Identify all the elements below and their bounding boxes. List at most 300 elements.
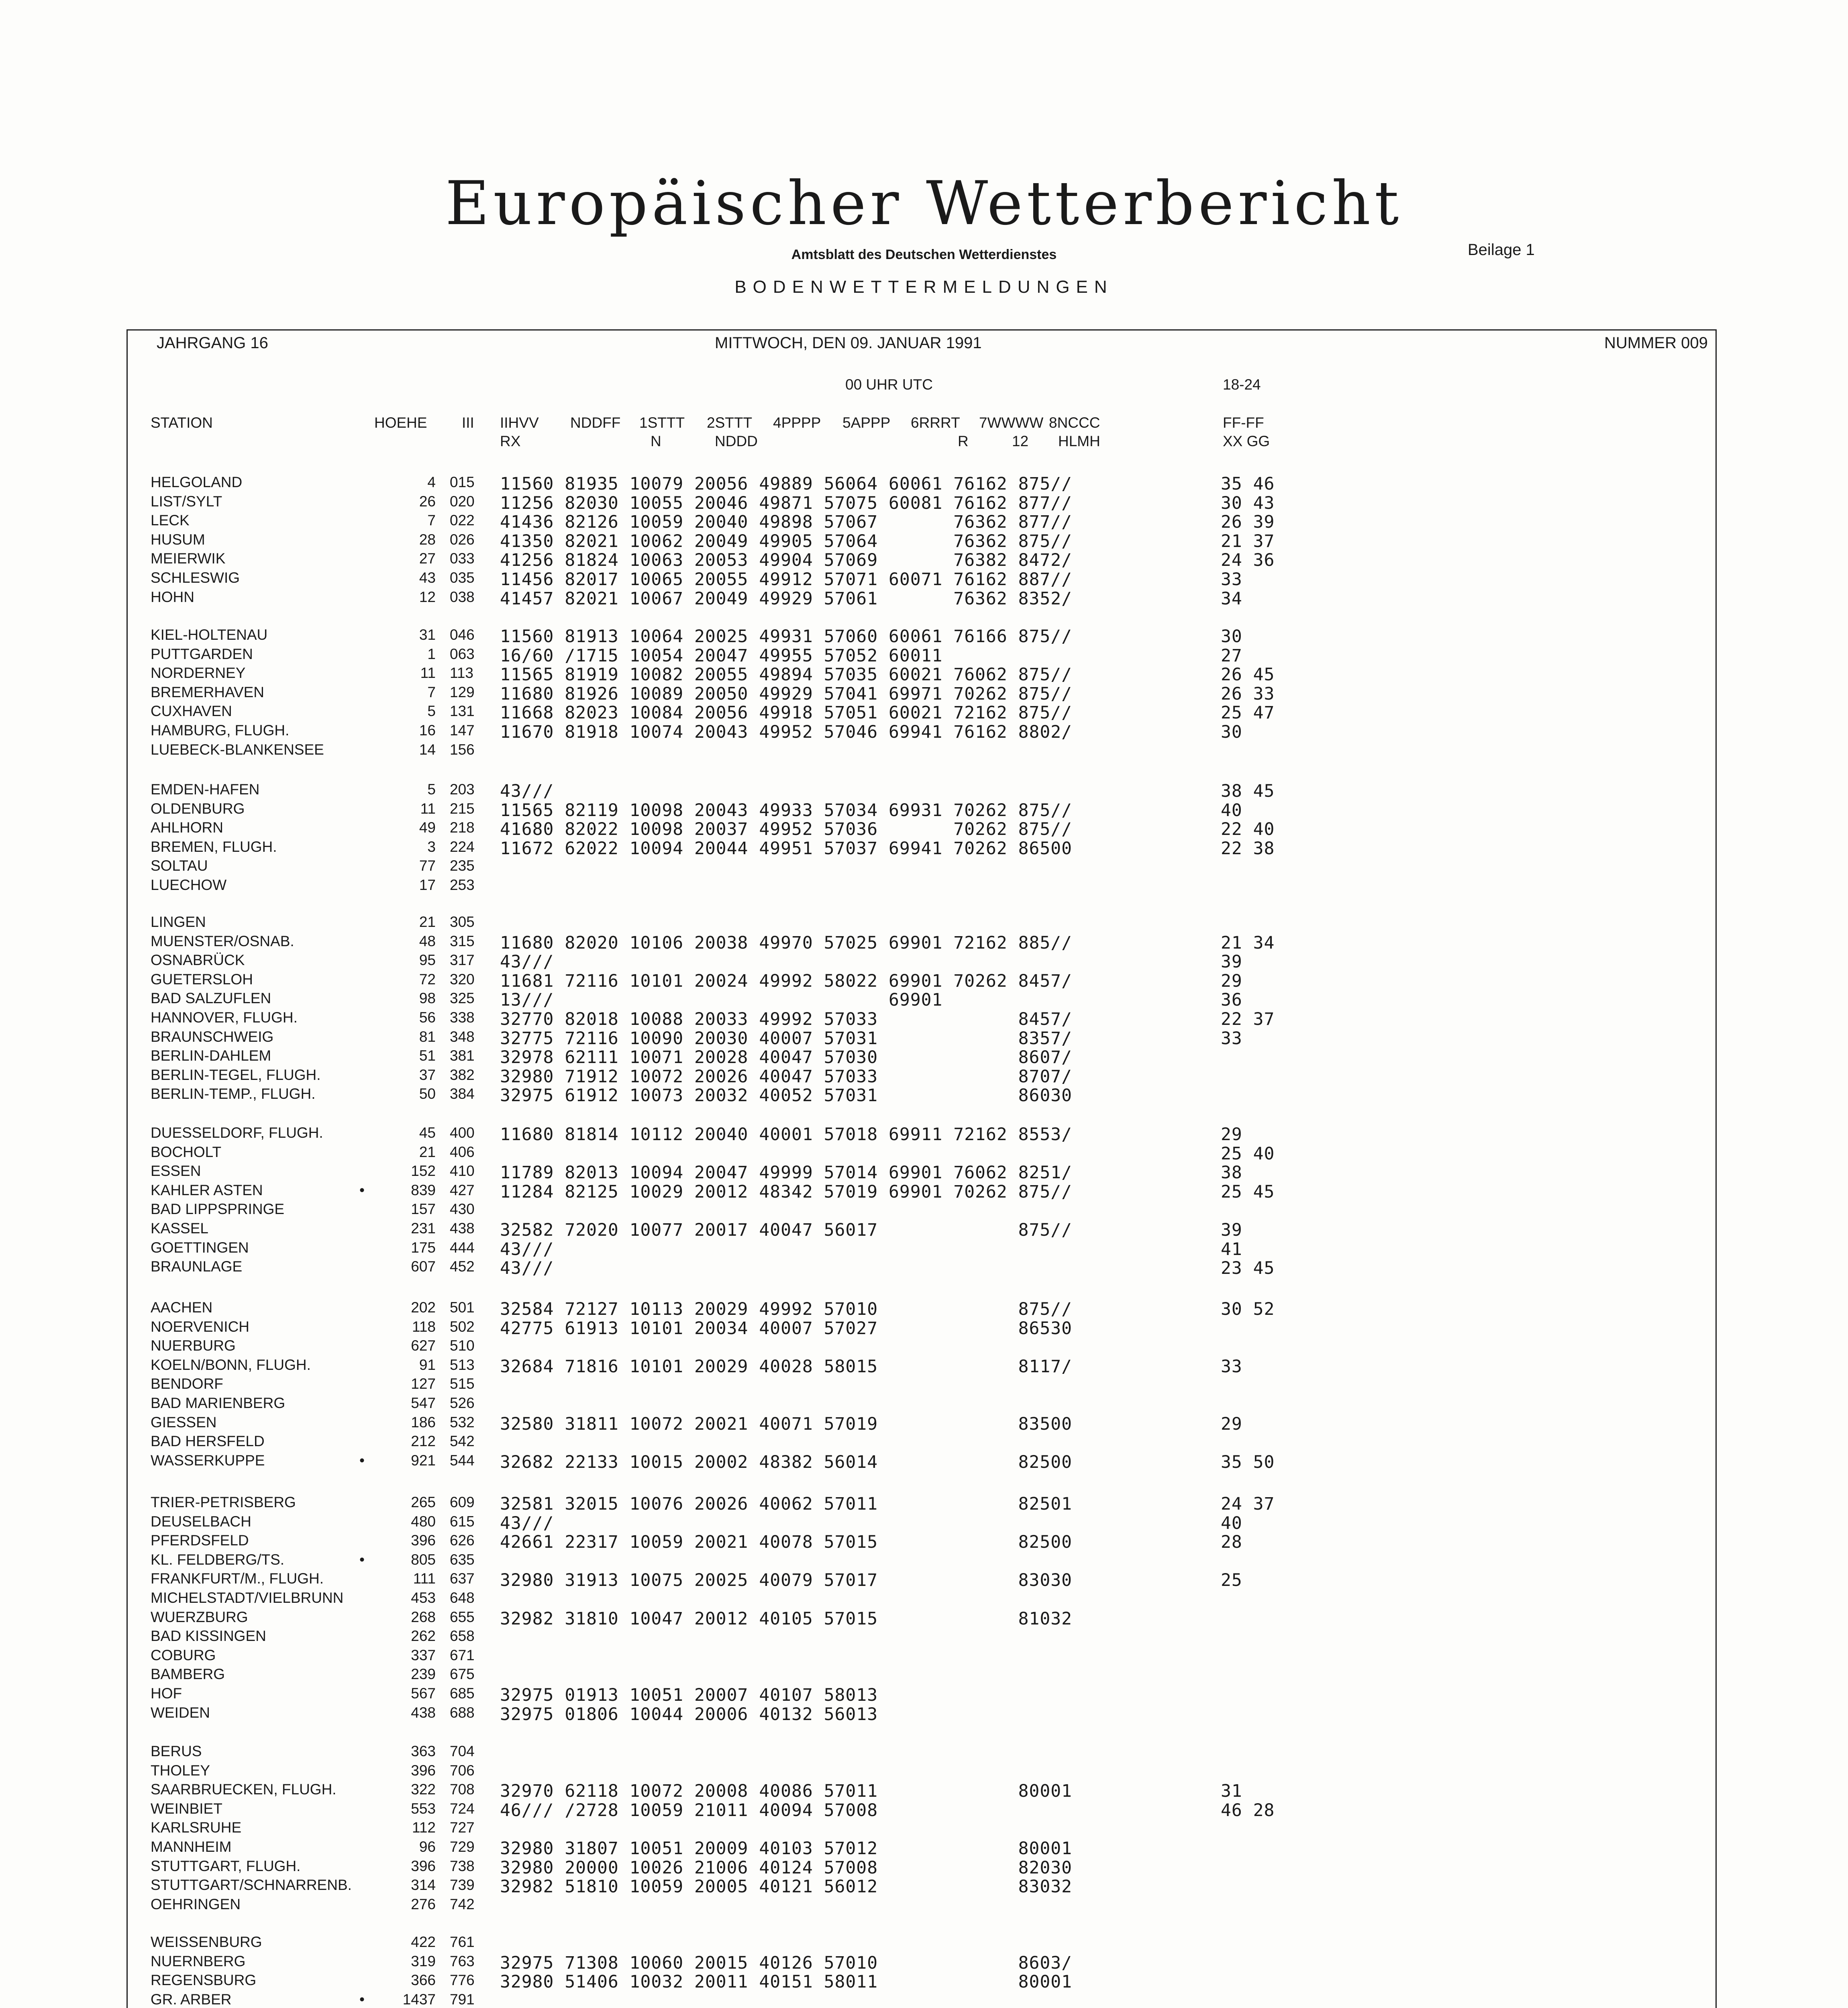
table-row	[0, 819, 1848, 839]
station-number: 502	[450, 1318, 475, 1335]
synop-code-groups: 32980 31807 10051 20009 40103 57012 80001	[500, 1839, 1073, 1859]
wind-gust-values: 22 40	[1221, 819, 1275, 840]
station-name: GUETERSLOH	[151, 971, 253, 988]
station-height: 186	[411, 1414, 436, 1430]
col-c7: 6RRRT	[911, 414, 960, 431]
mountain-station-marker: •	[359, 1551, 365, 1568]
station-height: 175	[411, 1239, 436, 1256]
table-row	[0, 1609, 1848, 1628]
station-height: 5	[427, 781, 436, 798]
col-c4b: NDDD	[715, 433, 758, 449]
wind-gust-values: 35 46	[1221, 474, 1275, 494]
station-number: 510	[450, 1337, 475, 1354]
synop-code-groups: 32975 71308 10060 20015 40126 57010 8603/	[500, 1953, 1073, 1973]
station-height: 17	[419, 877, 436, 893]
station-name: HELGOLAND	[151, 474, 243, 490]
table-row	[0, 1452, 1848, 1471]
table-row	[0, 626, 1848, 646]
station-name: BAD HERSFELD	[151, 1433, 265, 1450]
nummer-label: NUMMER 009	[1604, 334, 1708, 352]
wind-gust-values: 40	[1221, 800, 1242, 820]
station-number: 706	[450, 1762, 475, 1779]
station-height: 98	[419, 990, 436, 1007]
wind-gust-values: 24 36	[1221, 550, 1275, 571]
wind-gust-values: 30 52	[1221, 1299, 1275, 1319]
wind-gust-values: 33	[1221, 1028, 1242, 1049]
station-height: 7	[427, 512, 436, 529]
station-name: WEINBIET	[151, 1800, 222, 1817]
station-height: 231	[411, 1220, 436, 1237]
synop-code-groups: 32980 71912 10072 20026 40047 57033 8707/	[500, 1066, 1073, 1087]
synop-code-groups: 11560 81935 10079 20056 49889 56064 60061 76162 875//	[500, 474, 1073, 494]
station-height: 72	[419, 971, 436, 988]
synop-code-groups: 32775 72116 10090 20030 40007 57031 8357/	[500, 1028, 1073, 1049]
station-height: 422	[411, 1934, 436, 1950]
station-height: 1437	[402, 1991, 436, 2008]
station-name: KIEL-HOLTENAU	[151, 626, 268, 643]
synop-code-groups: 11680 82020 10106 20038 49970 57025 69901 72162 885//	[500, 933, 1073, 953]
table-row	[0, 1800, 1848, 1820]
station-number: 338	[450, 1009, 475, 1026]
station-name: WUERZBURG	[151, 1608, 248, 1625]
station-height: 91	[419, 1356, 436, 1373]
station-height: 265	[411, 1494, 436, 1510]
jahrgang-label: JAHRGANG 16	[157, 334, 268, 352]
station-number: 532	[450, 1414, 475, 1430]
station-name: MANNHEIM	[151, 1839, 232, 1855]
station-number: 020	[450, 493, 475, 510]
mountain-station-marker: •	[359, 1182, 365, 1198]
station-height: 607	[411, 1258, 436, 1275]
table-row	[0, 1551, 1848, 1571]
table-row	[0, 857, 1848, 877]
station-number: 658	[450, 1628, 475, 1645]
station-height: 11	[420, 800, 436, 817]
station-name: KASSEL	[151, 1220, 208, 1237]
synop-code-groups: 11668 82023 10084 20056 49918 57051 60021 72162 875//	[500, 703, 1073, 723]
station-height: 77	[419, 857, 436, 874]
col-c6: 5APPP	[842, 414, 891, 431]
station-number: 410	[450, 1163, 475, 1179]
station-number: 452	[450, 1258, 475, 1275]
station-name: MUENSTER/OSNAB.	[151, 933, 294, 949]
synop-code-groups: 32975 61912 10073 20032 40052 57031 86030	[500, 1086, 1073, 1106]
synop-code-groups: 32980 20000 10026 21006 40124 57008 82030	[500, 1857, 1073, 1878]
station-height: 396	[411, 1857, 436, 1874]
table-row	[0, 1220, 1848, 1239]
table-row	[0, 1513, 1848, 1533]
wind-gust-values: 29	[1221, 1124, 1242, 1145]
synop-code-groups: 32975 01806 10044 20006 40132 56013	[500, 1704, 878, 1724]
station-name: KOELN/BONN, FLUGH.	[151, 1356, 311, 1373]
station-height: 319	[411, 1953, 436, 1969]
station-name: LINGEN	[151, 914, 206, 930]
station-number: 727	[450, 1819, 475, 1836]
station-height: 27	[419, 550, 436, 567]
station-name: MEIERWIK	[151, 550, 226, 567]
table-row	[0, 1590, 1848, 1609]
station-name: BREMERHAVEN	[151, 684, 265, 700]
wind-gust-values: 31	[1221, 1781, 1242, 1802]
synop-code-groups: 32580 31811 10072 20021 40071 57019 83500	[500, 1414, 1073, 1434]
station-number: 156	[450, 741, 475, 758]
table-row	[0, 512, 1848, 531]
synop-code-groups: 41457 82021 10067 20049 49929 57061 76362 8352/	[500, 588, 1073, 609]
table-row	[0, 877, 1848, 896]
wind-gust-values: 33	[1221, 1356, 1242, 1377]
station-height: 567	[411, 1685, 436, 1702]
station-height: 111	[413, 1570, 436, 1587]
station-height: 56	[419, 1009, 436, 1026]
station-number: 501	[450, 1299, 475, 1316]
station-name: HUSUM	[151, 531, 205, 548]
station-name: GR. ARBER	[151, 1991, 232, 2008]
synop-code-groups: 11670 81918 10074 20043 49952 57046 69941 76162 8802/	[500, 722, 1073, 742]
station-height: 4	[427, 474, 436, 490]
table-row	[0, 1357, 1848, 1376]
station-number: 430	[450, 1201, 475, 1218]
synop-code-groups: 32682 22133 10015 20002 48382 56014 82500	[500, 1452, 1073, 1472]
wind-gust-values: 39	[1221, 1220, 1242, 1240]
station-name: PUTTGARDEN	[151, 645, 253, 662]
wind-gust-values: 25 40	[1221, 1143, 1275, 1164]
table-row	[0, 1318, 1848, 1338]
station-height: 49	[419, 819, 436, 836]
station-name: BAD KISSINGEN	[151, 1628, 266, 1645]
station-number: 129	[450, 684, 475, 700]
station-height: 112	[412, 1819, 436, 1836]
table-row	[0, 1239, 1848, 1259]
wind-gust-values: 28	[1221, 1532, 1242, 1553]
station-name: BERLIN-DAHLEM	[151, 1047, 271, 1064]
synop-code-groups: 11672 62022 10094 20044 49951 57037 69941 70262 86500	[500, 838, 1073, 859]
synop-code-groups: 32982 31810 10047 20012 40105 57015 81032	[500, 1608, 1073, 1629]
table-row	[0, 839, 1848, 858]
station-name: BAMBERG	[151, 1666, 225, 1683]
station-number: 305	[450, 914, 475, 930]
table-row	[0, 550, 1848, 569]
col-c4: 2STTT	[707, 414, 753, 431]
table-row	[0, 1414, 1848, 1433]
table-row	[0, 531, 1848, 551]
table-row	[0, 1666, 1848, 1685]
station-name: TRIER-PETRISBERG	[151, 1494, 296, 1510]
table-row	[0, 493, 1848, 512]
station-height: 262	[411, 1628, 436, 1645]
synop-code-groups: 11565 81919 10082 20055 49894 57035 60021 76062 875//	[500, 665, 1073, 685]
station-name: STUTTGART, FLUGH.	[151, 1857, 301, 1874]
station-height: 48	[419, 933, 436, 949]
col-c3b: N	[651, 433, 661, 449]
station-number: 515	[450, 1375, 475, 1392]
synop-code-groups: 11680 81926 10089 20050 49929 57041 69971 70262 875//	[500, 684, 1073, 704]
table-row	[0, 952, 1848, 971]
wind-gust-values: 22 38	[1221, 838, 1275, 859]
mountain-station-marker: •	[359, 1452, 365, 1469]
station-height: 314	[411, 1877, 436, 1894]
station-number: 761	[450, 1934, 475, 1950]
section-title: BODENWETTERMELDUNGEN	[734, 277, 1114, 297]
wind-gust-values: 40	[1221, 1513, 1242, 1533]
station-name: BOCHOLT	[151, 1143, 222, 1160]
col-iii: III	[462, 414, 474, 431]
wind-gust-values: 39	[1221, 952, 1242, 972]
station-height: 3	[427, 838, 436, 855]
station-number: 015	[450, 474, 475, 490]
col-c9b: HLMH	[1058, 433, 1100, 449]
station-height: 839	[411, 1182, 436, 1198]
table-row	[0, 1839, 1848, 1858]
table-row	[0, 1494, 1848, 1513]
station-name: THOLEY	[151, 1762, 210, 1779]
table-row	[0, 1858, 1848, 1877]
station-name: BERUS	[151, 1743, 202, 1759]
synop-code-groups: 32982 51810 10059 20005 40121 56012 83032	[500, 1877, 1073, 1897]
station-height: 12	[419, 588, 436, 605]
station-number: 026	[450, 531, 475, 548]
station-number: 704	[450, 1743, 475, 1759]
station-name: BRAUNLAGE	[151, 1258, 243, 1275]
station-number: 320	[450, 971, 475, 988]
station-name: NORDERNEY	[151, 665, 246, 682]
station-name: KARLSRUHE	[151, 1819, 242, 1836]
table-row	[0, 1395, 1848, 1414]
table-row	[0, 1781, 1848, 1800]
station-number: 609	[450, 1494, 475, 1510]
wind-gust-values: 35 50	[1221, 1452, 1275, 1472]
station-height: 51	[419, 1047, 436, 1064]
station-number: 635	[450, 1551, 475, 1568]
station-height: 26	[419, 493, 436, 510]
synop-code-groups: 46/// /2728 10059 21011 40094 57008	[500, 1800, 878, 1820]
table-row	[0, 1685, 1848, 1704]
station-name: BRAUNSCHWEIG	[151, 1028, 274, 1045]
station-number: 444	[450, 1239, 475, 1256]
station-number: 384	[450, 1086, 475, 1102]
wind-gust-values: 36	[1221, 990, 1242, 1010]
station-number: 235	[450, 857, 475, 874]
table-row	[0, 722, 1848, 741]
table-row	[0, 741, 1848, 761]
col-c10b: XX GG	[1223, 433, 1270, 449]
wind-gust-values: 34	[1221, 588, 1242, 609]
station-number: 763	[450, 1953, 475, 1969]
station-height: 547	[411, 1395, 436, 1411]
station-height: 11	[420, 665, 436, 682]
station-number: 615	[450, 1513, 475, 1530]
synop-code-groups: 11789 82013 10094 20047 49999 57014 69901 76062 8251/	[500, 1163, 1073, 1183]
table-row	[0, 1375, 1848, 1395]
synop-code-groups: 16/60 /1715 10054 20047 49955 57052 60011	[500, 645, 943, 666]
table-row	[0, 1201, 1848, 1220]
station-height: 276	[411, 1896, 436, 1912]
station-name: KL. FELDBERG/TS.	[151, 1551, 285, 1568]
table-row	[0, 1934, 1848, 1953]
station-name: NUERNBERG	[151, 1953, 246, 1969]
table-row	[0, 1086, 1848, 1105]
station-name: OEHRINGEN	[151, 1896, 241, 1912]
wind-gust-values: 41	[1221, 1239, 1242, 1259]
station-height: 396	[411, 1532, 436, 1549]
synop-code-groups: 41436 82126 10059 20040 49898 57067 76362 877//	[500, 512, 1073, 533]
station-name: HANNOVER, FLUGH.	[151, 1009, 298, 1026]
station-name: LUEBECK-BLANKENSEE	[151, 741, 324, 758]
station-name: LUECHOW	[151, 877, 227, 893]
table-row	[0, 990, 1848, 1009]
station-height: 553	[411, 1800, 436, 1817]
station-name: AHLHORN	[151, 819, 223, 836]
station-height: 627	[411, 1337, 436, 1354]
station-height: 921	[411, 1452, 436, 1469]
table-row	[0, 1258, 1848, 1277]
synop-code-groups: 32980 51406 10032 20011 40151 58011 80001	[500, 1972, 1073, 1992]
station-number: 526	[450, 1395, 475, 1411]
col-c10: FF-FF	[1223, 414, 1264, 431]
station-name: OSNABRÜCK	[151, 952, 245, 969]
synop-code-groups: 11456 82017 10065 20055 49912 57071 60071 76162 887//	[500, 569, 1073, 590]
station-number: 224	[450, 838, 475, 855]
wind-gust-values: 30 43	[1221, 493, 1275, 513]
synop-code-groups: 11680 81814 10112 20040 40001 57018 69911 72162 8553/	[500, 1124, 1073, 1145]
wind-gust-values: 46 28	[1221, 1800, 1275, 1820]
wind-gust-values: 25 45	[1221, 1182, 1275, 1202]
table-row	[0, 1532, 1848, 1551]
station-height: 14	[419, 741, 436, 758]
synop-code-groups: 42775 61913 10101 20034 40007 57027 86530	[500, 1318, 1073, 1339]
station-height: 37	[419, 1066, 436, 1083]
station-height: 322	[411, 1781, 436, 1798]
table-row	[0, 1896, 1848, 1915]
station-number: 215	[450, 800, 475, 817]
table-row	[0, 1953, 1848, 1972]
synop-code-groups: 11284 82125 10029 20012 48342 57019 69901 70262 875//	[500, 1182, 1073, 1202]
station-height: 95	[419, 952, 436, 969]
wind-gust-values: 33	[1221, 569, 1242, 590]
date-label: MITTWOCH, DEN 09. JANUAR 1991	[715, 334, 982, 352]
mountain-station-marker: •	[359, 1991, 365, 2008]
station-height: 45	[419, 1124, 436, 1141]
synop-code-groups: 43///	[500, 1258, 554, 1279]
wind-gust-values: 30	[1221, 722, 1242, 742]
station-number: 400	[450, 1124, 475, 1141]
table-row	[0, 1743, 1848, 1762]
station-name: EMDEN-HAFEN	[151, 781, 260, 798]
synop-code-groups: 43///	[500, 1513, 554, 1533]
wind-gust-values: 25	[1221, 1570, 1242, 1591]
station-name: MICHELSTADT/VIELBRUNN	[151, 1590, 344, 1606]
station-name: LECK	[151, 512, 190, 529]
wind-gust-values: 29	[1221, 971, 1242, 991]
station-height: 43	[419, 569, 436, 586]
station-number: 738	[450, 1857, 475, 1874]
station-number: 685	[450, 1685, 475, 1702]
station-height: 50	[419, 1086, 436, 1102]
station-name: BERLIN-TEMP., FLUGH.	[151, 1086, 316, 1102]
table-row	[0, 1028, 1848, 1048]
page-title: Europäischer Wetterbericht	[445, 169, 1403, 239]
col-c8: 7WWWW	[979, 414, 1044, 431]
station-number: 038	[450, 588, 475, 605]
wind-gust-values: 38	[1221, 1163, 1242, 1183]
station-name: BERLIN-TEGEL, FLUGH.	[151, 1066, 321, 1083]
station-number: 688	[450, 1704, 475, 1721]
station-name: PFERDSFELD	[151, 1532, 249, 1549]
station-name: LIST/SYLT	[151, 493, 222, 510]
station-number: 406	[450, 1143, 475, 1160]
synop-code-groups: 13/// 69901	[500, 990, 943, 1010]
table-row	[0, 1819, 1848, 1839]
station-name: NOERVENICH	[151, 1318, 250, 1335]
station-name: KAHLER ASTEN	[151, 1182, 263, 1198]
station-height: 5	[427, 703, 436, 720]
station-height: 21	[419, 914, 436, 930]
table-row	[0, 703, 1848, 722]
station-name: FRANKFURT/M., FLUGH.	[151, 1570, 324, 1587]
station-name: BAD SALZUFLEN	[151, 990, 271, 1007]
station-height: 212	[411, 1433, 436, 1450]
wind-gust-values: 29	[1221, 1414, 1242, 1434]
station-number: 203	[450, 781, 475, 798]
station-name: REGENSBURG	[151, 1972, 257, 1989]
station-name: SCHLESWIG	[151, 569, 240, 586]
station-height: 239	[411, 1666, 436, 1683]
station-name: WEIDEN	[151, 1704, 210, 1721]
table-row	[0, 1124, 1848, 1144]
table-row	[0, 914, 1848, 933]
table-row	[0, 1647, 1848, 1666]
station-name: WASSERKUPPE	[151, 1452, 265, 1469]
station-number: 382	[450, 1066, 475, 1083]
station-number: 724	[450, 1800, 475, 1817]
table-row	[0, 1299, 1848, 1318]
station-number: 626	[450, 1532, 475, 1549]
col-hoehe: HOEHE	[374, 414, 427, 431]
station-height: 453	[411, 1590, 436, 1606]
wind-gust-values: 26 33	[1221, 684, 1275, 704]
station-number: 708	[450, 1781, 475, 1798]
station-number: 729	[450, 1839, 475, 1855]
synop-code-groups: 41350 82021 10062 20049 49905 57064 76362 875//	[500, 531, 1073, 551]
station-number: 438	[450, 1220, 475, 1237]
station-name: NUERBURG	[151, 1337, 236, 1354]
station-number: 544	[450, 1452, 475, 1469]
station-number: 113	[450, 665, 473, 682]
wind-gust-values: 21 34	[1221, 933, 1275, 953]
station-number: 325	[450, 990, 475, 1007]
synop-code-groups: 43///	[500, 952, 554, 972]
station-number: 253	[450, 877, 475, 893]
table-row	[0, 646, 1848, 665]
col-station: STATION	[151, 414, 213, 431]
station-number: 147	[450, 722, 475, 739]
table-top-border	[126, 329, 1717, 331]
table-row	[0, 1877, 1848, 1896]
table-row	[0, 781, 1848, 800]
wind-gust-values: 24 37	[1221, 1494, 1275, 1514]
station-height: 157	[411, 1201, 436, 1218]
table-row	[0, 474, 1848, 493]
wind-gust-values: 30	[1221, 626, 1242, 647]
station-height: 337	[411, 1647, 436, 1663]
col-c1b: RX	[500, 433, 521, 449]
station-number: 671	[450, 1647, 475, 1663]
station-name: SOLTAU	[151, 857, 208, 874]
station-number: 513	[450, 1356, 475, 1373]
station-number: 131	[450, 703, 475, 720]
station-number: 655	[450, 1608, 475, 1625]
station-number: 776	[450, 1972, 475, 1989]
table-row	[0, 1182, 1848, 1201]
